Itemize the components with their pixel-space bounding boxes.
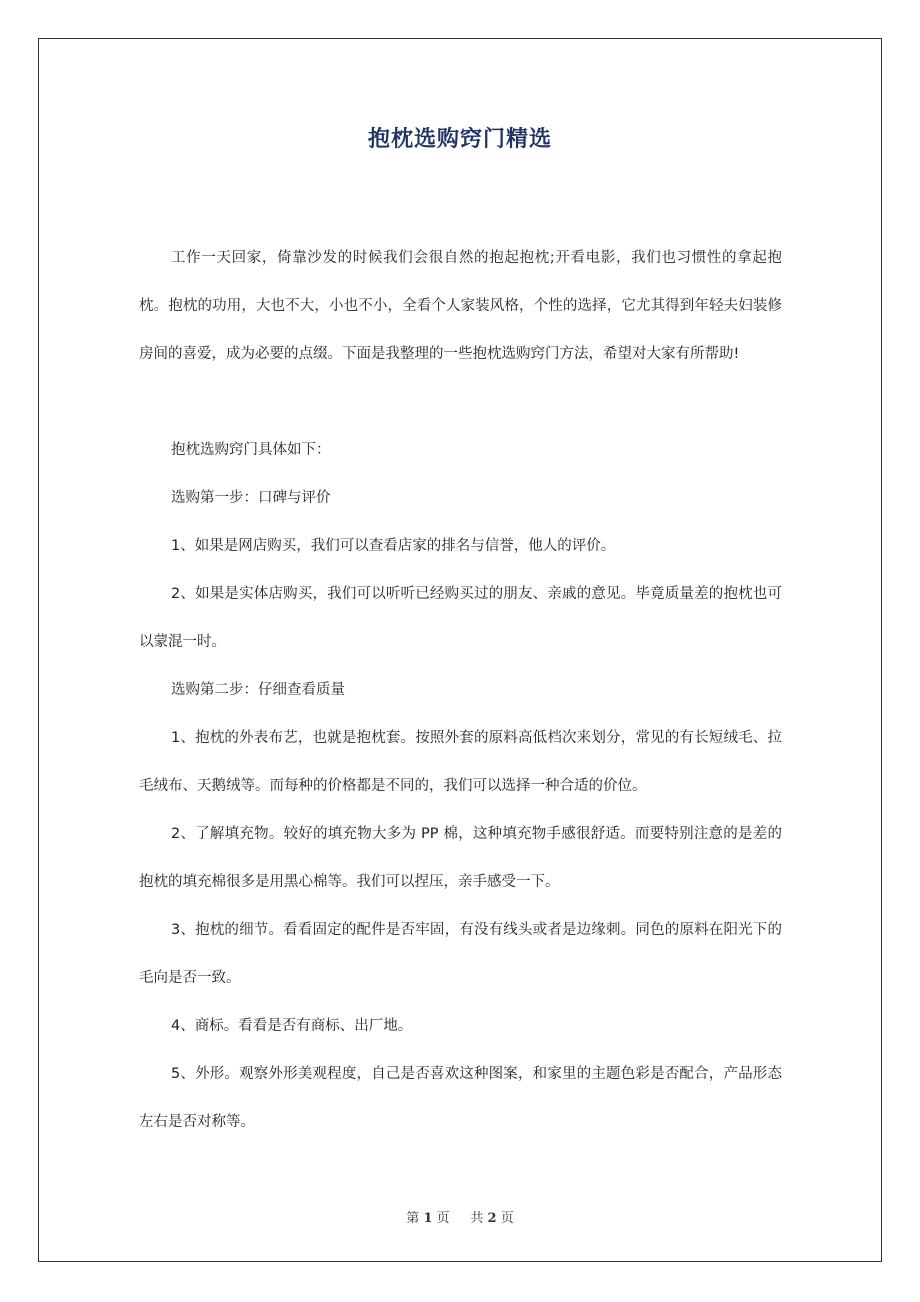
total-page-number: 2	[487, 1211, 497, 1226]
step-heading: 选购第二步：仔细查看质量	[171, 682, 345, 698]
total-suffix: 页	[500, 1211, 514, 1226]
body-paragraph: 2、如果是实体店购买，我们可以听听已经购买过的朋友、亲戚的意见。毕竟质量差的抱枕也可以蒙混一时。	[139, 586, 782, 650]
intro-paragraph: 工作一天回家，倚靠沙发的时候我们会很自然的抱起抱枕;开看电影，我们也习惯性的拿起抱枕。抱枕的功用，大也不大，小也不小，全看个人家装风格，个性的选择，它尤其得到年轻夫妇装修房间的喜爱，成为必要的点缀。下面是我整理的一些抱枕选购窍门方法，希望对大家有所帮助!	[139, 250, 782, 362]
paragraph-spacer	[139, 378, 782, 426]
current-page-number: 1	[423, 1211, 433, 1226]
document-body	[139, 234, 782, 1146]
body-paragraph: 2、了解填充物。较好的填充物大多为 PP 棉，这种填充物手感很舒适。而要特别注意的是差的抱枕的填充棉很多是用黑心棉等。我们可以捏压，亲手感受一下。	[139, 826, 782, 890]
step-heading: 选购第一步：口碑与评价	[171, 490, 331, 506]
page-footer	[0, 1207, 920, 1226]
page-prefix: 第	[406, 1211, 420, 1226]
body-paragraph: 4、商标。看看是否有商标、出厂地。	[171, 1018, 413, 1034]
page-suffix: 页	[436, 1211, 450, 1226]
body-paragraph: 5、外形。观察外形美观程度，自己是否喜欢这种图案，和家里的主题色彩是否配合，产品形态左右是否对称等。	[139, 1066, 782, 1130]
document-title: 抱枕选购窍门精选	[367, 127, 552, 152]
body-paragraph: 1、如果是网店购买，我们可以查看店家的排名与信誉，他人的评价。	[171, 538, 616, 554]
total-prefix: 共	[470, 1211, 484, 1226]
body-paragraph: 抱枕选购窍门具体如下：	[171, 442, 331, 458]
body-paragraph: 1、抱枕的外表布艺，也就是抱枕套。按照外套的原料高低档次来划分，常见的有长短绒毛、拉毛绒布、天鹅绒等。而每种的价格都是不同的，我们可以选择一种合适的价位。	[139, 730, 782, 794]
body-paragraph: 3、抱枕的细节。看看固定的配件是否牢固，有没有线头或者是边缘刺。同色的原料在阳光下的毛向是否一致。	[139, 922, 782, 986]
